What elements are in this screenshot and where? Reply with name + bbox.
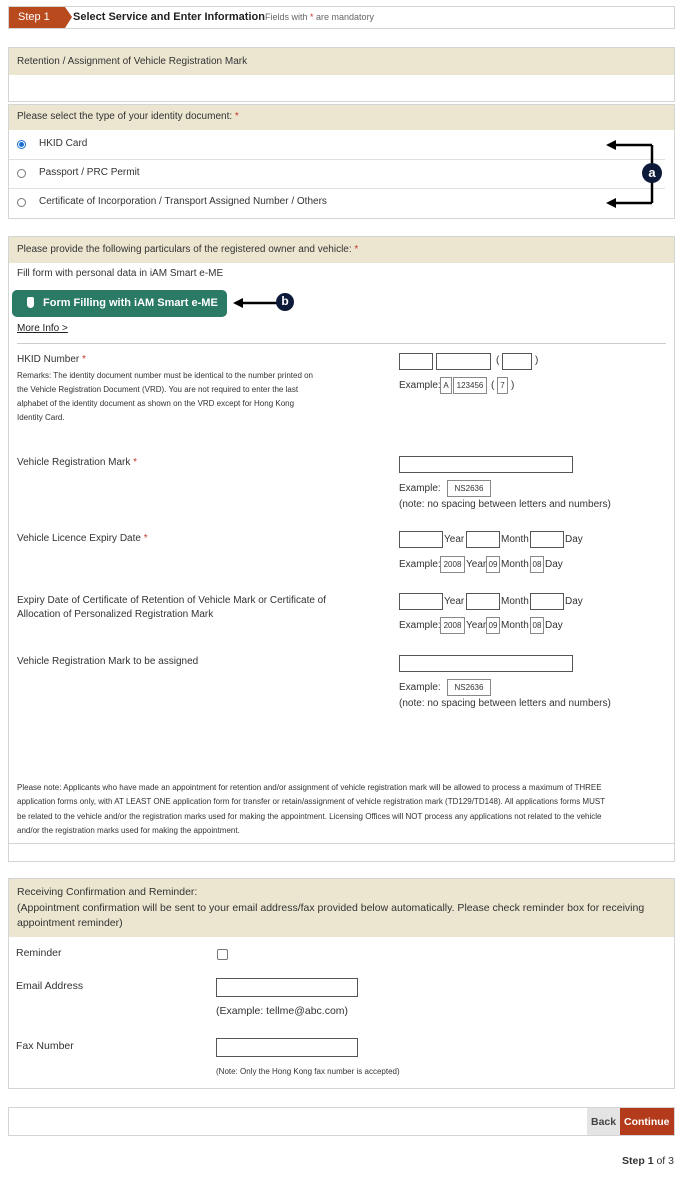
radio-passport[interactable] [17, 169, 26, 178]
radio-hkid[interactable] [17, 140, 26, 149]
step-pager: Step 1 of 3 [622, 1155, 674, 1167]
option-certificate-label: Certificate of Incorporation / Transport Assigned Number / Others [39, 196, 327, 207]
year-label: Year [444, 596, 465, 607]
month-label: Month [501, 559, 529, 570]
cert-example-label: Example: [399, 620, 441, 631]
divider [9, 159, 665, 160]
licence-day-input[interactable] [530, 531, 564, 548]
back-button[interactable] [587, 1108, 620, 1135]
service-header [9, 48, 674, 75]
cert-day-input[interactable] [530, 593, 564, 610]
radio-certificate[interactable] [17, 198, 26, 207]
confirmation-title: Receiving Confirmation and Reminder: (Appointment confirmation will be sent to your email address/fax provided below automatically. Please check reminder box for receiving appointment reminder) [17, 886, 645, 929]
assign-mark-input[interactable] [399, 655, 573, 672]
month-label: Month [501, 534, 529, 545]
step-title: Select Service and Enter Information [73, 11, 265, 23]
hkid-example-label: Example: [399, 380, 441, 391]
step-bar [8, 6, 675, 29]
particulars-prompt: Please provide the following particulars of the registered owner and vehicle: * [17, 244, 359, 255]
appointment-note: Please note: Applicants who have made an appointment for retention and/or assignment of vehicle registration mark will be allowed to process a maximum of THREE application forms only, with AT LEAST ONE application form for transfer or retain/assignment of vehicle registration mark (TD129/TD148). All applications forms MUST be related to the vehicle and/or the registration marks used for making the appointment. Licensing Offices will NOT process any applications not related to the vehicle and/or the registration marks used for making the appointment. [17, 783, 606, 835]
option-passport-label: Passport / PRC Permit [39, 167, 140, 178]
confirmation-header [9, 879, 674, 937]
divider [17, 343, 666, 344]
continue-button[interactable] [620, 1108, 674, 1135]
month-label: Month [501, 596, 529, 607]
identity-prompt: Please select the type of your identity document: * [17, 111, 239, 122]
assign-example-value: NS2636 [447, 679, 491, 696]
example-day: 08 [530, 617, 544, 634]
day-label: Day [545, 559, 563, 570]
vrm-example-value: NS2636 [447, 480, 491, 497]
year-label: Year [466, 559, 487, 570]
example-year: 2008 [440, 617, 465, 634]
example-month: 09 [486, 617, 500, 634]
service-title: Retention / Assignment of Vehicle Registration Mark [17, 56, 248, 67]
hkid-remarks: Remarks: The identity document number must be identical to the number printed on the Vehicle Registration Document (VRD). You are not required to enter the last alphabet of the identity document as shown on the VRD except for Hong Kong Identity Card. [17, 371, 314, 422]
annotation-b-badge: b [276, 293, 294, 311]
iam-smart-button[interactable] [12, 290, 227, 317]
divider [9, 843, 674, 844]
example-year: 2008 [440, 556, 465, 573]
year-label: Year [444, 534, 465, 545]
assign-mark-label: Vehicle Registration Mark to be assigned [17, 656, 199, 667]
navigation-bar [8, 1107, 675, 1136]
example-day: 08 [530, 556, 544, 573]
month-label: Month [501, 620, 529, 631]
fax-note: (Note: Only the Hong Kong fax number is accepted) [216, 1067, 400, 1076]
licence-year-input[interactable] [399, 531, 443, 548]
assign-example-label: Example: [399, 682, 441, 693]
hkid-number-input[interactable] [436, 353, 491, 370]
particulars-section [8, 236, 675, 862]
vrm-label: Vehicle Registration Mark * [17, 457, 138, 468]
service-box [8, 47, 675, 102]
hkid-label: HKID Number * [17, 354, 86, 365]
certificate-expiry-label: Expiry Date of Certificate of Retention of Vehicle Mark or Certificate of Allocation of Personalized Registration Mark [17, 595, 327, 620]
email-example: (Example: tellme@abc.com) [216, 1005, 349, 1017]
paren-open: ( [491, 380, 495, 391]
hkid-example-letter: A [440, 377, 452, 394]
reminder-label: Reminder [16, 947, 62, 959]
hkid-example-number: 123456 [453, 377, 487, 394]
licence-example-label: Example: [399, 559, 441, 570]
vrm-example-label: Example: [399, 483, 441, 494]
hkid-example-check: 7 [497, 377, 508, 394]
email-label: Email Address [16, 980, 84, 992]
cert-month-input[interactable] [466, 593, 500, 610]
email-input[interactable] [216, 978, 358, 997]
year-label: Year [466, 620, 487, 631]
iam-smart-note: Fill form with personal data in iAM Smart e-ME [17, 268, 224, 279]
vrm-input[interactable] [399, 456, 573, 473]
hkid-letter-input[interactable] [399, 353, 433, 370]
paren-close: ) [535, 355, 539, 366]
identity-header [9, 105, 674, 130]
day-label: Day [545, 620, 563, 631]
step-indicator [9, 7, 65, 28]
licence-expiry-label: Vehicle Licence Expiry Date * [17, 533, 148, 544]
assign-note: (note: no spacing between letters and numbers) [399, 698, 611, 709]
step-arrow [65, 7, 72, 28]
fax-input[interactable] [216, 1038, 358, 1057]
vrm-note: (note: no spacing between letters and numbers) [399, 499, 611, 510]
licence-month-input[interactable] [466, 531, 500, 548]
paren-close: ) [511, 380, 515, 391]
day-label: Day [565, 534, 583, 545]
day-label: Day [565, 596, 583, 607]
step-label: Step 1 [18, 11, 50, 23]
hkid-check-input[interactable] [502, 353, 532, 370]
back-button-label: Back [591, 1116, 617, 1128]
fax-label: Fax Number [16, 1040, 74, 1052]
iam-smart-button-label: Form Filling with iAM Smart e-ME [43, 297, 218, 309]
mandatory-note: Fields with * are mandatory [265, 12, 375, 22]
cert-year-input[interactable] [399, 593, 443, 610]
particulars-header [9, 237, 674, 263]
paren-open: ( [496, 355, 500, 366]
more-info-link[interactable]: More Info > [17, 323, 68, 334]
iam-smart-icon [27, 297, 34, 308]
option-hkid-label: HKID Card [39, 138, 88, 149]
annotation-b-arrow [230, 293, 280, 313]
divider [9, 188, 665, 189]
annotation-a-badge: a [642, 163, 662, 183]
reminder-checkbox[interactable] [217, 949, 228, 960]
example-month: 09 [486, 556, 500, 573]
continue-button-label: Continue [624, 1116, 670, 1128]
